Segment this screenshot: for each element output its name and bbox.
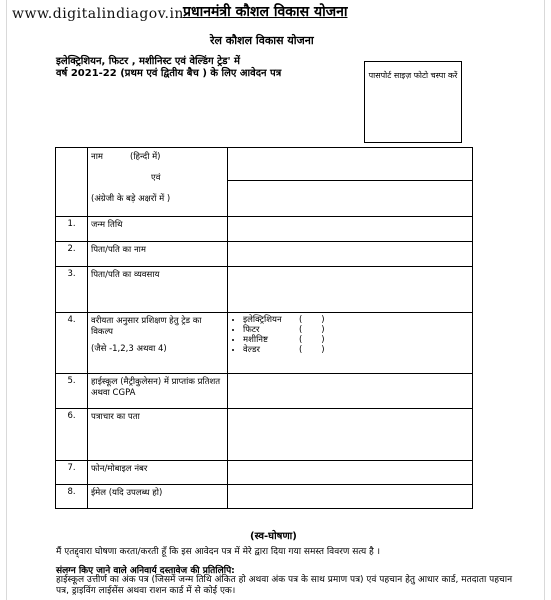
photo-placeholder-label: पासपोर्ट साइज़ फोटो चस्पा करें: [368, 71, 458, 80]
trade-choice-hint: (जैसे -1,2,3 अथवा 4): [91, 344, 167, 354]
phone-field[interactable]: [228, 461, 473, 485]
table-row: [56, 242, 473, 267]
name-num-cell: [56, 148, 88, 217]
row-number: 4.: [56, 313, 88, 374]
documents-text: हाईस्कूल उत्तीर्ण का अंक पत्र (जिसमें जन्म तिथि अंकित हो अथवा अंक पत्र के साथ प्रमाण पत्र) एवं पहचान हेतु आधार कार्ड, मतदाता पहचान पत्र, ड्राइविंग लाईसेंस अथवा राशन कार्ड में से कोई एक।: [56, 575, 513, 596]
row-number: 5.: [56, 374, 88, 409]
row-number: 7.: [56, 461, 88, 485]
father-name-field[interactable]: [228, 242, 473, 267]
name-english-field[interactable]: [228, 181, 472, 213]
name-hindi-field[interactable]: [228, 148, 472, 181]
table-row: [56, 313, 473, 374]
page-subtitle: रेल कौशल विकास योजना: [210, 34, 314, 47]
row-label-father-name: पिता/पति का नाम: [88, 242, 228, 267]
form-description-line-1: इलेक्ट्रिशियन, फिटर , मशीनिस्ट एवं वेल्डिंग ट्रेड' में: [56, 56, 240, 67]
table-row: [56, 485, 473, 509]
row-number: 1.: [56, 217, 88, 242]
row-label-trade-choice: [88, 313, 228, 374]
name-and-label: एवं: [151, 173, 161, 183]
name-english-label: (अंग्रेजी के बड़े अक्षरों में ): [91, 194, 171, 204]
dob-field[interactable]: [228, 217, 473, 242]
row-label-address: पत्राचार का पता: [88, 409, 228, 461]
declaration-text: मैं एतद्द्वारा घोषणा करता/करती हूँ कि इस आवेदन पत्र में मेरे द्वारा दिया गया समस्त विवरण सत्य है ।: [56, 547, 381, 557]
table-row: [56, 267, 473, 313]
row-number: 8.: [56, 485, 88, 509]
row-label-email: ईमेल (यदि उपलब्ध हो): [88, 485, 228, 509]
row-number: 6.: [56, 409, 88, 461]
declaration-title: (स्व-घोषणा): [250, 531, 297, 542]
row-number: 2.: [56, 242, 88, 267]
name-value-cell: [228, 148, 473, 217]
address-field[interactable]: [228, 409, 473, 461]
row-label-father-occupation: पिता/पति का व्यवसाय: [88, 267, 228, 313]
father-occupation-field[interactable]: [228, 267, 473, 313]
trade-options-cell: [228, 313, 473, 374]
application-form-table: [55, 147, 473, 509]
table-row: [56, 374, 473, 409]
photo-placeholder-box: [364, 61, 462, 143]
row-label-dob: जन्म तिथि: [88, 217, 228, 242]
site-watermark: www.digitalindiagov.in: [12, 6, 184, 22]
documents-title: संलग्न किए जाने वाले अनिवार्य दस्तावेज की प्रतिलिपि:: [56, 566, 235, 576]
table-row: [56, 217, 473, 242]
email-field[interactable]: [228, 485, 473, 509]
trade-choice-label: वरीयता अनुसार प्रशिक्षण हेतु ट्रेड का विकल्प: [91, 316, 202, 337]
trade-option-machinist[interactable]: • मशीनिष्ट ( ): [243, 335, 469, 345]
row-label-phone: फोन/मोबाइल नंबर: [88, 461, 228, 485]
trade-options-list: [231, 315, 469, 355]
table-row: [56, 409, 473, 461]
highschool-marks-field[interactable]: [228, 374, 473, 409]
table-row: [56, 461, 473, 485]
trade-option-fitter[interactable]: • फिटर ( ): [243, 325, 469, 335]
row-number: 3.: [56, 267, 88, 313]
row-label-highschool-marks: हाईस्कूल (मैट्रीकुलेसन) में प्राप्तांक प्रतिशत अथवा CGPA: [88, 374, 228, 409]
form-description: [56, 56, 346, 80]
trade-option-electrician[interactable]: • इलेक्ट्रिशियन ( ): [243, 315, 469, 325]
name-hindi-label: नाम (हिन्दी में): [91, 152, 161, 162]
page-title: प्रधानमंत्री कौशल विकास योजना: [183, 4, 348, 20]
form-description-line-2: वर्ष 2021-22 (प्रथम एवं द्वितीय बैच ) के लिए आवेदन पत्र: [56, 68, 282, 79]
trade-option-welder[interactable]: • वेल्डर ( ): [243, 345, 469, 355]
table-row-name: [56, 148, 473, 217]
name-label-cell: [88, 148, 228, 217]
